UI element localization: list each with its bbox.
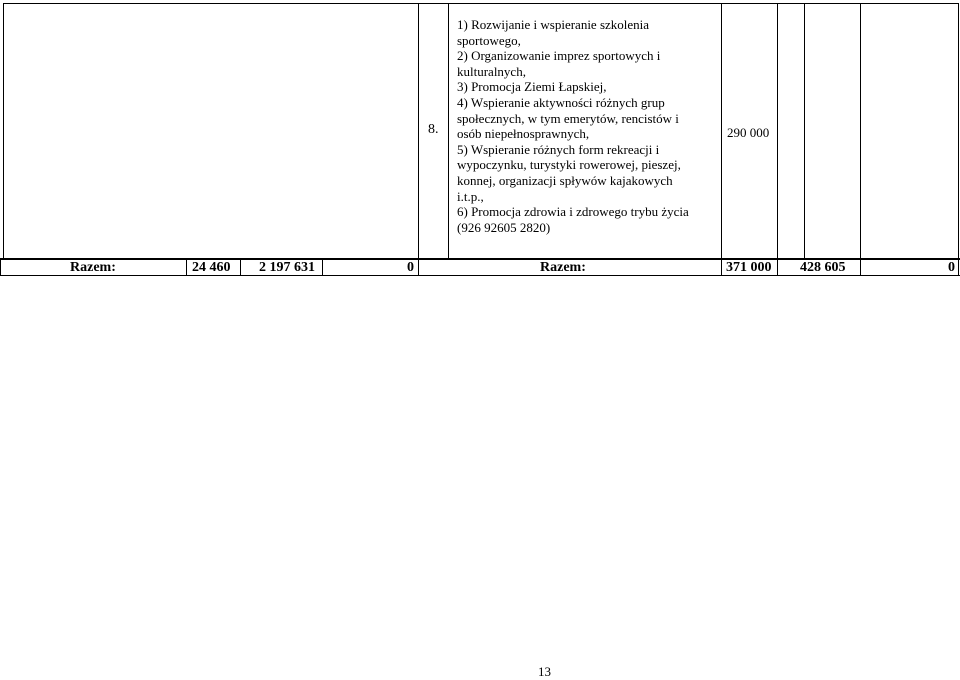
description-line: wypoczynku, turystyki rowerowej, pieszej, — [457, 157, 681, 173]
row-description — [457, 17, 719, 235]
description-line: 2) Organizowanie imprez sportowych i — [457, 48, 661, 64]
page-number: 13 — [538, 664, 551, 679]
grid-line — [3, 3, 4, 258]
description-line: 1) Rozwijanie i wspieranie szkolenia — [457, 17, 650, 32]
description-line: 6) Promocja zdrowia i zdrowego trybu życia — [457, 204, 689, 220]
description-line: 5) Wspieranie różnych form rekreacji i — [457, 141, 660, 157]
description-line: sportowego, — [457, 32, 521, 48]
totals-value: 428 605 — [800, 260, 846, 275]
totals-value: 24 460 — [192, 260, 231, 275]
description-line: kulturalnych, — [457, 63, 526, 79]
totals-value: 0 — [407, 260, 414, 275]
description-line: (926 92605 2820) — [457, 219, 551, 235]
grid-line — [860, 3, 861, 258]
grid-line — [958, 3, 959, 258]
grid-line — [418, 3, 419, 258]
totals-value: 371 000 — [726, 260, 772, 275]
row-number: 8. — [428, 122, 439, 137]
grid-line — [3, 3, 959, 4]
totals-label-right: Razem: — [540, 260, 586, 275]
totals-row — [0, 259, 960, 276]
grid-line — [721, 3, 722, 258]
description-line: 4) Wspieranie aktywności różnych grup — [457, 94, 665, 110]
description-line: konnej, organizacji spływów kajakowych — [457, 172, 673, 188]
description-line: 3) Promocja Ziemi Łapskiej, — [457, 79, 607, 95]
grid-line — [777, 3, 778, 258]
totals-label-left: Razem: — [70, 260, 116, 275]
grid-line — [448, 3, 449, 258]
description-line: społecznych, w tym emerytów, rencistów i — [457, 110, 679, 126]
totals-value: 2 197 631 — [259, 260, 315, 275]
description-line: i.t.p., — [457, 188, 484, 204]
totals-value: 0 — [948, 260, 955, 275]
grid-line — [804, 3, 805, 258]
row-amount: 290 000 — [727, 125, 770, 140]
description-line: osób niepełnosprawnych, — [457, 126, 590, 142]
